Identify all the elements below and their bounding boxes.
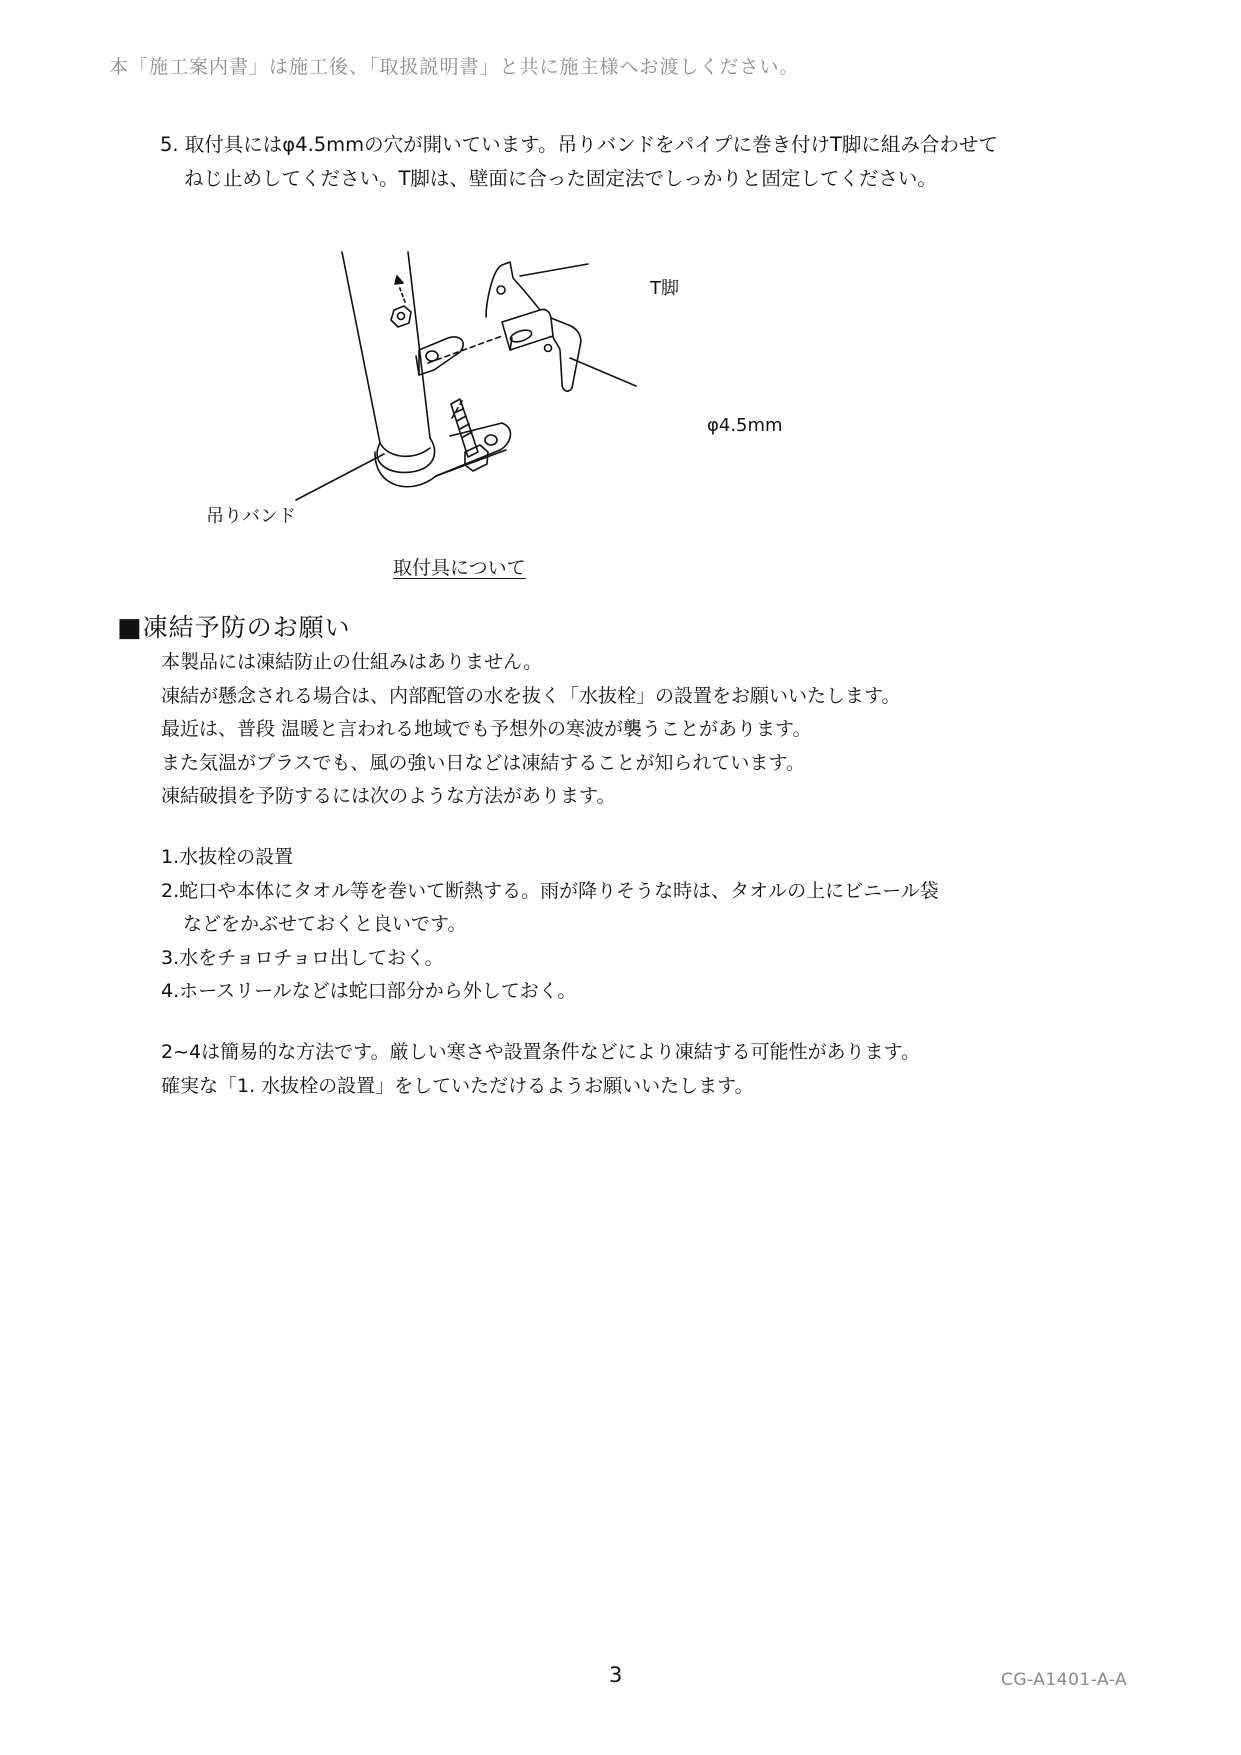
band-lower-tab [436,450,506,476]
intro-line: 凍結破損を予防するには次のような方法があります。 [161,785,616,807]
assembly-dashed-line [428,336,502,363]
closing-paragraph [161,1036,920,1103]
band-inner [380,443,430,456]
t-leg-bracket [486,262,581,391]
list-item: 4.ホースリールなどは蛇口部分から外しておく。 [161,980,577,1002]
closing-line: 2~4は簡易的な方法です。厳しい寒さや設置条件などにより凍結する可能性があります。 [161,1041,921,1063]
leader-tleg [520,264,588,276]
step-5-line-1: 5. 取付具にはφ4.5mmの穴が開いています。吊りバンドをパイプに巻き付けT脚に組み合わせて [160,133,998,156]
t-leg-hole [509,328,533,344]
section-title: 凍結予防のお願い [142,613,351,642]
intro-line: 本製品には凍結防止の仕組みはありません。 [161,651,543,673]
direction-arrow [399,286,405,302]
label-hanging-band: 吊りバンド [206,506,296,527]
nut-icon [391,306,411,327]
intro-line: 最近は、普段 温暖と言われる地域でも予想外の寒波が襲うことがあります。 [161,718,812,740]
figure-caption: 取付具について [393,557,526,579]
pipe-right-edge [408,252,430,438]
prevention-methods-list [161,841,939,1009]
list-item-continuation: などをかぶせておくと良いです。 [183,913,467,935]
document-code: CG-A1401-A-A [1001,1670,1128,1690]
step-5-line-2: ねじ止めしてください。T脚は、壁面に合った固定法でしっかりと固定してください。 [184,167,937,190]
label-t-leg: T脚 [650,278,679,299]
leader-hole [570,358,636,386]
header-note: 本「施工案内書」は施工後、「取扱説明書」と共に施主様へお渡しください。 [109,56,800,78]
label-hole-diameter: φ4.5mm [707,415,783,436]
leader-band [296,454,384,500]
step-5-instruction [160,128,998,196]
section-heading-freeze-prevention [117,608,351,644]
intro-paragraph [161,646,900,814]
page-number: 3 [609,1663,623,1687]
list-item: 1.水抜栓の設置 [161,846,294,868]
pipe-bottom-curve [377,438,435,472]
list-item: 3.水をチョロチョロ出しておく。 [161,946,444,969]
intro-line: 凍結が懸念される場合は、内部配管の水を抜く「水抜栓」の設置をお願いいたします。 [161,684,901,707]
square-bullet-icon: ■ [117,613,143,643]
list-item: 2.蛇口や本体にタオル等を巻いて断熱する。雨が降りそうな時は、タオルの上にビニール袋 [161,879,939,902]
pipe-left-edge [342,252,380,443]
band-hole [485,435,497,445]
closing-line: 確実な「1. 水抜栓の設置」をしていただけるようお願いいたします。 [161,1074,754,1097]
intro-line: また気温がプラスでも、風の強い日などは凍結することが知られています。 [161,751,805,774]
